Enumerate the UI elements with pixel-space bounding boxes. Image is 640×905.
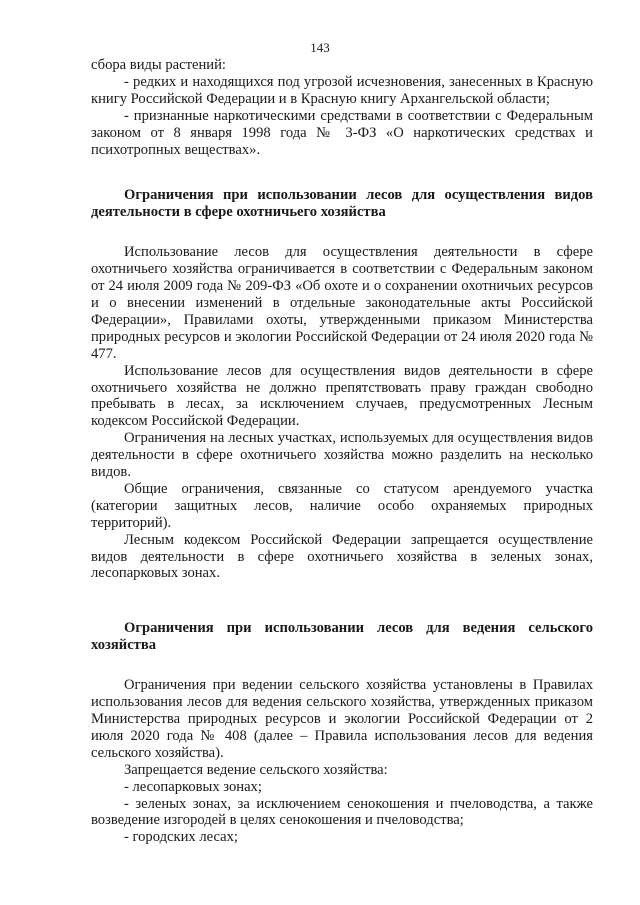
paragraph: Ограничения при ведении сельского хозяйства установлены в Правилах использования лесов для ведения сельского хозяйства, утвержденных приказом Министерства природных ресурсов и экологии Российской Федерации от 2 июля 2020 года № 408 (далее – Правила использования лесов для ведения сельского хозяйства). xyxy=(91,677,593,761)
section-heading: Ограничения при использовании лесов для осуществления видов деятельности в сфере охотничьего хозяйства xyxy=(91,187,593,221)
paragraph: Лесным кодексом Российской Федерации запрещается осуществление видов деятельности в сфере охотничьего хозяйства в зеленых зонах, лесопарковых зонах. xyxy=(91,531,593,582)
paragraph: сбора виды растений: xyxy=(91,57,226,73)
list-item: - лесопарковых зонах; xyxy=(124,778,262,795)
page-number: 143 xyxy=(310,40,330,55)
paragraph: Ограничения на лесных участках, используемых для осуществления видов деятельности в сфере охотничьего хозяйства можно разделить на несколько видов. xyxy=(91,430,593,481)
page-content xyxy=(91,57,593,846)
section-heading: Ограничения при использовании лесов для ведения сельского хозяйства xyxy=(91,620,593,654)
list-item: - признанные наркотическими средствами в соответствии с Федеральным законом от 8 января 1998 года № 3-ФЗ «О наркотических средствах и психотропных веществах». xyxy=(91,107,593,158)
paragraph: Запрещается ведение сельского хозяйства: xyxy=(124,761,388,778)
list-item: - редких и находящихся под угрозой исчезновения, занесенных в Красную книгу Российской Федерации и в Красную книгу Архангельской области; xyxy=(91,73,593,107)
paragraph: Использование лесов для осуществления деятельности в сфере охотничьего хозяйства ограничивается в соответствии с Федеральным законом от 24 июля 2009 года № 209-ФЗ «Об охоте и о сохранении охотничьих ресурсов и о внесении изменений в отдельные законодательные акты Российской Федерации», Правилами охоты, утвержденными приказом Министерства природных ресурсов и экологии Российской Федерации от 24 июля 2020 года № 477. xyxy=(91,244,593,362)
list-item: - городских лесах; xyxy=(124,829,238,846)
paragraph: Использование лесов для осуществления видов деятельности в сфере охотничьего хозяйства не должно препятствовать праву граждан свободно пребывать в лесах, за исключением случаев, предусмотренных Лесным кодексом Российской Федерации. xyxy=(91,362,593,430)
paragraph: Общие ограничения, связанные со статусом арендуемого участка (категории защитных лесов, наличие особо охраняемых природных территорий). xyxy=(91,480,593,531)
list-item: - зеленых зонах, за исключением сенокошения и пчеловодства, а также возведение изгородей в целях сенокошения и пчеловодства; xyxy=(91,795,593,829)
